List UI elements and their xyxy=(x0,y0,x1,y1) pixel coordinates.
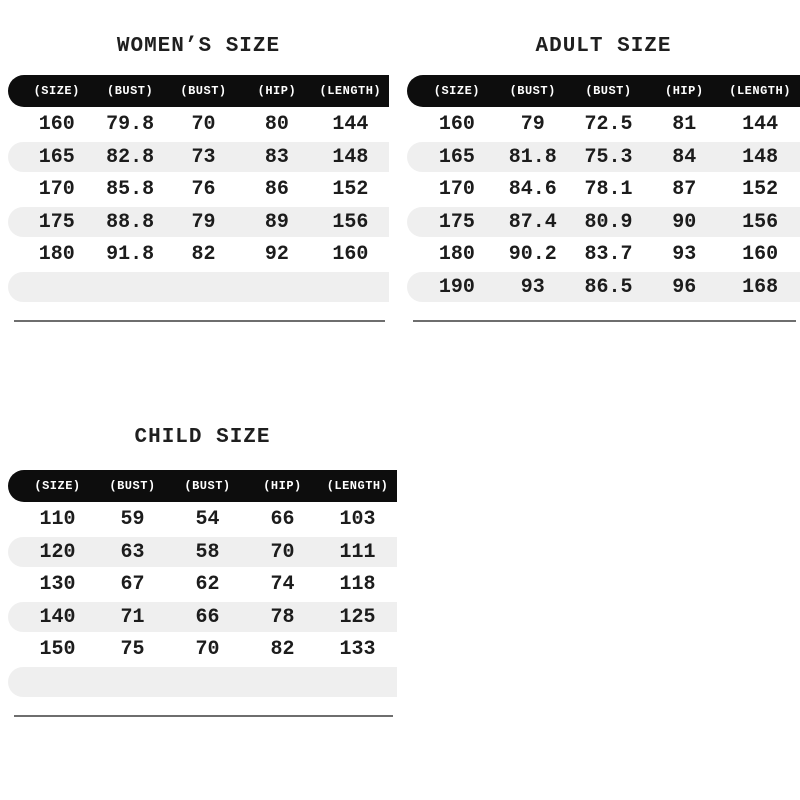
table-row xyxy=(8,570,397,600)
table-cell: 80.9 xyxy=(584,210,633,234)
table-cell: 54 xyxy=(195,508,220,531)
table-body xyxy=(407,110,800,303)
table-cell: 87 xyxy=(672,178,697,201)
table-cell: 82 xyxy=(191,243,216,266)
table-cell: 165 xyxy=(38,145,75,169)
table-row xyxy=(8,537,397,567)
table-row xyxy=(407,207,800,237)
table-cell: 73 xyxy=(191,145,216,169)
table-cell: 63 xyxy=(120,540,145,564)
table-cell: 148 xyxy=(742,145,779,169)
table-row xyxy=(8,667,397,697)
table-title: WOMEN’S SIZE xyxy=(116,35,281,58)
column-header: (BUST) xyxy=(107,84,154,98)
table-cell: 89 xyxy=(264,210,289,234)
table-cell: 71 xyxy=(120,605,145,629)
table-cell: 175 xyxy=(38,210,75,234)
table-cell: 168 xyxy=(742,275,779,299)
table-cell: 152 xyxy=(332,178,369,201)
table-cell: 86 xyxy=(264,178,289,201)
table-cell: 90.2 xyxy=(508,243,557,266)
table-cell: 82.8 xyxy=(106,145,155,169)
column-header: (BUST) xyxy=(585,84,632,98)
table-cell: 70 xyxy=(270,540,295,564)
table-cell: 78.1 xyxy=(584,178,633,201)
table-cell: 118 xyxy=(339,573,376,596)
table-cell: 90 xyxy=(672,210,697,234)
table-cell: 125 xyxy=(339,605,376,629)
table-row xyxy=(8,635,397,665)
table-cell: 79 xyxy=(191,210,216,234)
table-cell: 180 xyxy=(438,243,475,266)
table-row xyxy=(407,142,800,172)
table-cell: 84.6 xyxy=(508,178,557,201)
column-header: (BUST) xyxy=(109,479,156,493)
table-title: ADULT SIZE xyxy=(535,35,672,58)
table-cell: 81 xyxy=(672,113,697,136)
table-cell: 160 xyxy=(38,113,75,136)
table-cell: 66 xyxy=(195,605,220,629)
divider-line xyxy=(14,320,385,322)
table-cell: 93 xyxy=(520,275,545,299)
table-cell: 111 xyxy=(339,540,376,564)
column-header: (SIZE) xyxy=(433,84,480,98)
column-header: (HIP) xyxy=(257,84,297,98)
column-header: (LENGTH) xyxy=(729,84,791,98)
table-cell: 79.8 xyxy=(106,113,155,136)
table-header xyxy=(8,75,389,107)
table-cell: 140 xyxy=(39,605,76,629)
child-size-table xyxy=(8,423,397,717)
column-header: (SIZE) xyxy=(34,479,81,493)
table-cell: 144 xyxy=(742,113,779,136)
divider-line xyxy=(14,715,393,717)
column-header: (HIP) xyxy=(665,84,704,98)
table-title: CHILD SIZE xyxy=(134,426,271,449)
table-cell: 130 xyxy=(39,573,76,596)
table-cell: 80 xyxy=(264,113,289,136)
table-cell: 78 xyxy=(270,605,295,629)
table-cell: 170 xyxy=(438,178,475,201)
table-cell: 110 xyxy=(39,508,76,531)
column-header: (BUST) xyxy=(509,84,556,98)
table-row xyxy=(407,110,800,140)
table-row xyxy=(8,207,389,237)
table-header xyxy=(407,75,800,107)
womens-size-table xyxy=(8,32,389,322)
column-header: (BUST) xyxy=(180,84,227,98)
table-body xyxy=(8,110,389,303)
table-cell: 133 xyxy=(339,638,376,661)
table-cell: 79 xyxy=(520,113,545,136)
table-cell: 150 xyxy=(39,638,76,661)
table-cell: 96 xyxy=(672,275,697,299)
table-cell: 103 xyxy=(339,508,376,531)
table-cell: 144 xyxy=(332,113,369,136)
table-row xyxy=(8,272,389,302)
table-cell: 156 xyxy=(742,210,779,234)
table-cell: 190 xyxy=(438,275,475,299)
column-header: (SIZE) xyxy=(33,84,80,98)
table-cell: 93 xyxy=(672,243,697,266)
table-cell: 148 xyxy=(332,145,369,169)
table-cell: 84 xyxy=(672,145,697,169)
table-cell: 86.5 xyxy=(584,275,633,299)
table-row xyxy=(407,175,800,205)
table-cell: 81.8 xyxy=(508,145,557,169)
table-cell: 152 xyxy=(742,178,779,201)
table-cell: 160 xyxy=(438,113,475,136)
column-header: (LENGTH) xyxy=(326,479,389,493)
table-row xyxy=(8,240,389,270)
table-cell: 75.3 xyxy=(584,145,633,169)
table-row xyxy=(8,505,397,535)
table-body xyxy=(8,505,397,698)
table-row xyxy=(8,602,397,632)
column-header: (LENGTH) xyxy=(319,84,382,98)
table-cell: 66 xyxy=(270,508,295,531)
table-cell: 76 xyxy=(191,178,216,201)
table-cell: 91.8 xyxy=(106,243,155,266)
table-cell: 83 xyxy=(264,145,289,169)
table-cell: 88.8 xyxy=(106,210,155,234)
table-cell: 59 xyxy=(120,508,145,531)
table-cell: 160 xyxy=(742,243,779,266)
table-header xyxy=(8,470,397,502)
column-header: (HIP) xyxy=(263,479,302,493)
table-cell: 180 xyxy=(38,243,75,266)
table-cell: 75 xyxy=(120,638,145,661)
table-row xyxy=(8,175,389,205)
adult-size-table xyxy=(407,32,800,322)
table-cell: 156 xyxy=(332,210,369,234)
table-cell: 70 xyxy=(191,113,216,136)
table-cell: 87.4 xyxy=(508,210,557,234)
table-cell: 58 xyxy=(195,540,220,564)
table-row xyxy=(8,110,389,140)
table-cell: 62 xyxy=(195,573,220,596)
table-cell: 170 xyxy=(38,178,75,201)
table-cell: 92 xyxy=(264,243,289,266)
table-cell: 120 xyxy=(39,540,76,564)
column-header: (BUST) xyxy=(184,479,231,493)
table-row xyxy=(8,142,389,172)
divider-line xyxy=(413,320,796,322)
table-cell: 85.8 xyxy=(106,178,155,201)
table-cell: 72.5 xyxy=(584,113,633,136)
table-cell: 82 xyxy=(270,638,295,661)
table-cell: 160 xyxy=(332,243,369,266)
table-cell: 83.7 xyxy=(584,243,633,266)
table-cell: 67 xyxy=(120,573,145,596)
table-row xyxy=(407,240,800,270)
table-cell: 70 xyxy=(195,638,220,661)
table-row xyxy=(407,272,800,302)
table-cell: 74 xyxy=(270,573,295,596)
table-cell: 175 xyxy=(438,210,475,234)
table-cell: 165 xyxy=(438,145,475,169)
